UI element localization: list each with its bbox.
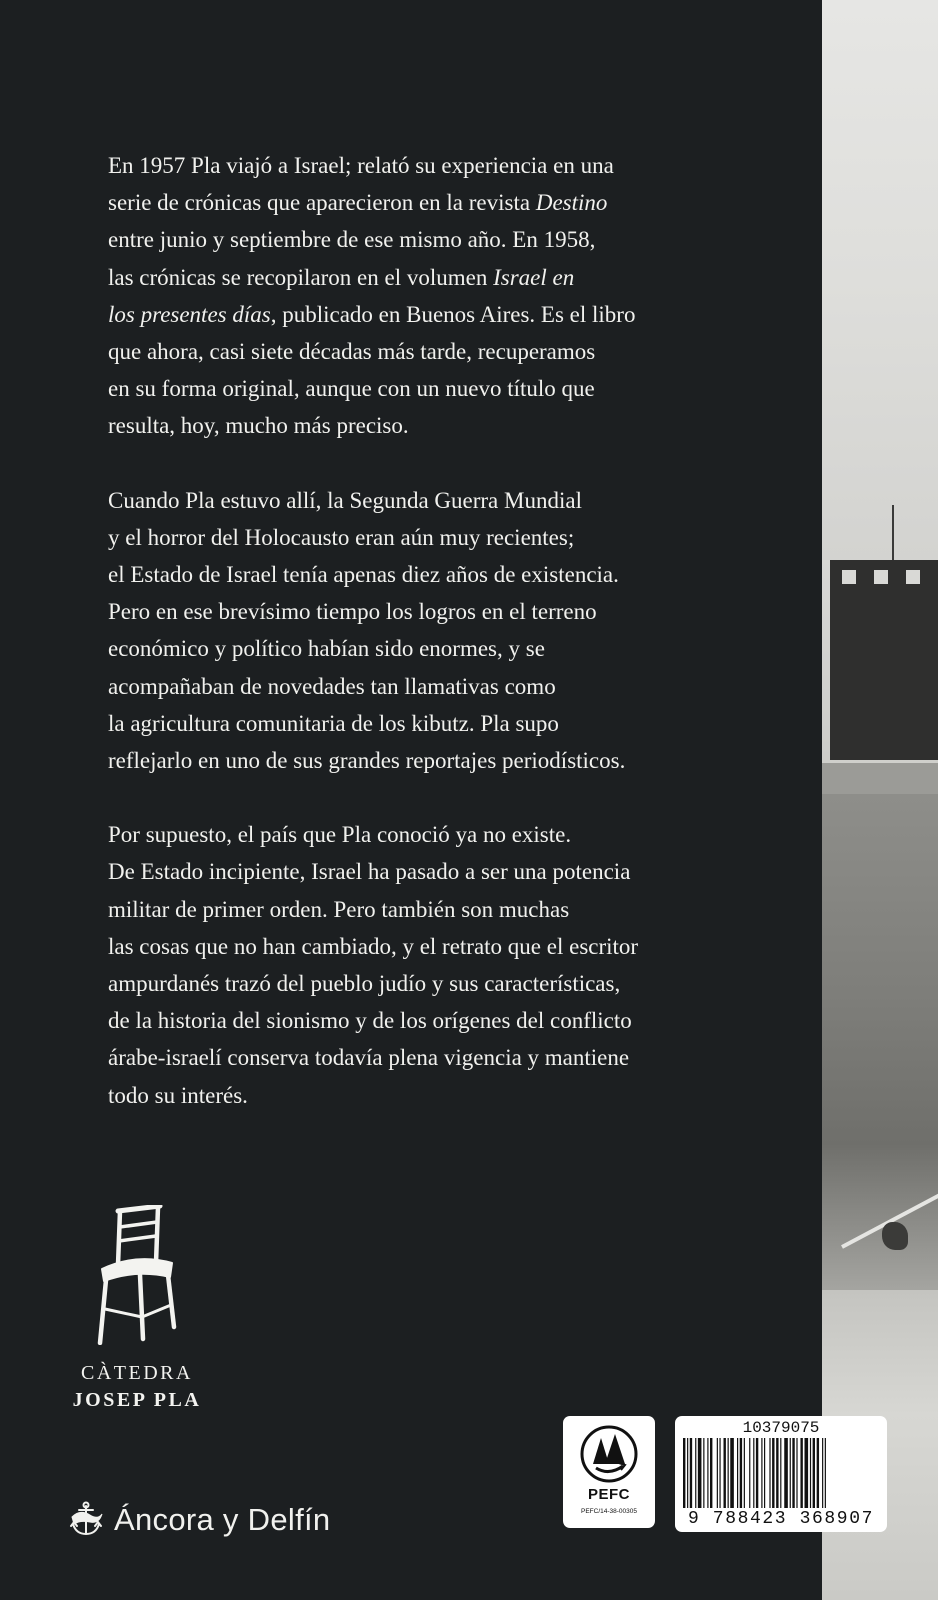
blurb-text-run: En 1957 Pla viajó a Israel; relató su experiencia en una <box>108 153 614 178</box>
blurb-text-run: Cuando Pla estuvo allí, la Segunda Guerra Mundial <box>108 487 582 513</box>
blurb-line <box>108 965 788 1002</box>
blurb-italic-title: Israel en <box>493 264 575 290</box>
blurb-line <box>108 1039 788 1076</box>
blurb-paragraph <box>108 482 788 780</box>
blurb-line <box>108 891 788 928</box>
blurb-line <box>108 482 788 519</box>
blurb-line <box>108 668 788 705</box>
blurb-line <box>108 296 788 333</box>
barcode-top-number: 10379075 <box>742 1419 820 1437</box>
blurb-text-run: todo su interés. <box>108 1082 248 1108</box>
blurb-text-run: las cosas que no han cambiado, y el retrato que el escritor <box>108 933 639 959</box>
pefc-code: PEFC/14-38-00305 <box>580 1508 637 1515</box>
blurb-text-run: Por supuesto, el país que Pla conoció ya no existe. <box>108 822 572 848</box>
photo-crenel <box>906 570 920 584</box>
photo-crenel <box>874 570 888 584</box>
blurb-line <box>108 1077 788 1114</box>
blurb-text-run: árabe-israelí conserva todavía plena vigencia y mantiene <box>108 1045 630 1071</box>
cover-photo-strip <box>822 0 938 1600</box>
blurb-line <box>108 742 788 779</box>
imprint-catedra-josep-pla <box>62 1360 212 1414</box>
blurb-line <box>108 705 788 742</box>
blurb-line <box>108 593 788 630</box>
blurb-text-run: acompañaban de novedades tan llamativas como <box>108 673 556 699</box>
pefc-wordmark: PEFC <box>587 1486 630 1503</box>
blurb-paragraph <box>108 147 788 445</box>
photo-tower <box>830 560 938 760</box>
blurb-italic-title: los presentes días <box>108 301 271 327</box>
photo-wall <box>822 794 938 1294</box>
blurb-line <box>108 221 788 258</box>
blurb-line <box>108 928 788 965</box>
blurb-text <box>108 147 788 1151</box>
photo-ledge <box>822 760 938 797</box>
blurb-line <box>108 1002 788 1039</box>
blurb-text-run: de la historia del sionismo y de los orígenes del conflicto <box>108 1008 632 1034</box>
blurb-text-run: , publicado en Buenos Aires. Es el libro <box>270 301 636 327</box>
publisher-name: Áncora y Delfín <box>114 1502 331 1537</box>
blurb-line <box>108 816 788 853</box>
blurb-line <box>108 333 788 370</box>
blurb-text-run: y el horror del Holocausto eran aún muy recientes; <box>108 524 575 550</box>
blurb-text-run: ampurdanés trazó del pueblo judío y sus características, <box>108 971 621 997</box>
blurb-text-run: que ahora, casi siete décadas más tarde, recuperamos <box>108 339 596 365</box>
blurb-line <box>108 184 788 221</box>
blurb-text-run: las crónicas se recopilaron en el volumen <box>108 264 494 290</box>
blurb-text-run: Pero en ese brevísimo tiempo los logros en el terreno <box>108 599 597 625</box>
blurb-line <box>108 259 788 296</box>
blurb-text-run: reflejarlo en uno de sus grandes reportajes periodísticos. <box>108 748 626 774</box>
anchor-dolphin-icon <box>66 1500 106 1540</box>
blurb-italic-title: Destino <box>535 190 608 216</box>
blurb-line <box>108 853 788 890</box>
blurb-line <box>108 519 788 556</box>
blurb-text-run: resulta, hoy, mucho más preciso. <box>108 413 409 439</box>
blurb-paragraph <box>108 816 788 1114</box>
photo-debris <box>882 1222 908 1250</box>
blurb-line <box>108 407 788 444</box>
barcode-isbn-digits: 9 788423 368907 <box>687 1509 875 1529</box>
barcode-label <box>675 1416 887 1532</box>
blurb-line <box>108 556 788 593</box>
blurb-text-run: militar de primer orden. Pero también son muchas <box>108 896 570 922</box>
blurb-line <box>108 630 788 667</box>
blurb-text-run: el Estado de Israel tenía apenas diez años de existencia. <box>108 562 619 588</box>
photo-mast <box>892 505 894 565</box>
blurb-text-run: en su forma original, aunque con un nuevo título que <box>108 376 595 402</box>
blurb-text-run: entre junio y septiembre de ese mismo año. En 1958, <box>108 227 596 253</box>
pefc-label <box>563 1416 655 1528</box>
pefc-tree-icon <box>563 1416 655 1486</box>
blurb-text-run: serie de crónicas que aparecieron en la revista <box>108 190 536 216</box>
publisher-logo <box>66 1500 330 1540</box>
blurb-text-run: De Estado incipiente, Israel ha pasado a ser una potencia <box>108 859 631 885</box>
photo-sky <box>822 0 938 560</box>
chair-icon <box>96 1205 178 1345</box>
imprint-line2: JOSEP PLA <box>72 1389 202 1411</box>
blurb-text-run: la agricultura comunitaria de los kibutz. Pla supo <box>108 710 559 736</box>
photo-crenel <box>842 570 856 584</box>
imprint-line1: CÀTEDRA <box>81 1362 193 1384</box>
blurb-text-run: económico y político habían sido enormes, y se <box>108 636 545 662</box>
blurb-line <box>108 147 788 184</box>
blurb-line <box>108 370 788 407</box>
